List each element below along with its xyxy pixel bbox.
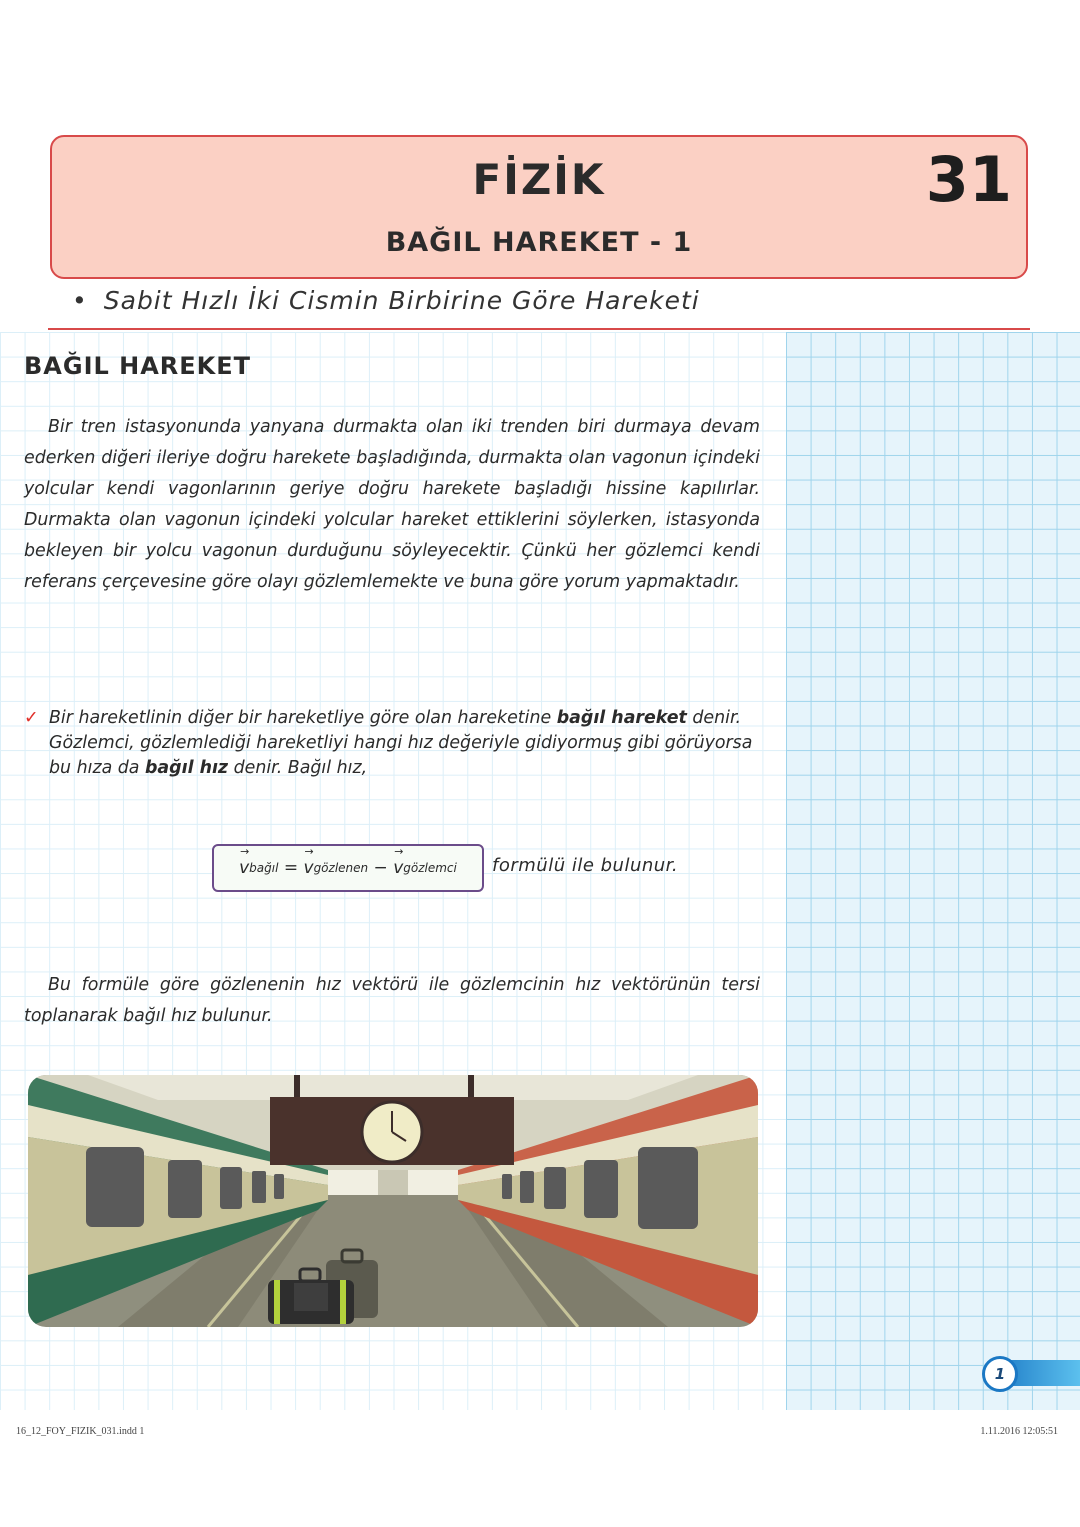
- vector-v-observer: → v: [393, 845, 404, 878]
- grid-margin-column: [786, 332, 1080, 1410]
- header-banner: [50, 135, 1028, 279]
- sheet-number: 31: [925, 143, 1012, 216]
- train-station-image: [28, 1075, 758, 1327]
- formula-explanation: [24, 970, 760, 1032]
- topic-title: BAĞIL HAREKET - 1: [385, 227, 693, 258]
- vector-arrow-icon: →: [240, 845, 250, 858]
- checkmark-icon: ✓: [24, 708, 39, 728]
- vector-v-relative: → v: [239, 845, 250, 878]
- term-relative-motion: bağıl hareket: [556, 708, 687, 728]
- subtopic-text: Sabit Hızlı İki Cismin Birbirine Göre Hareketi: [103, 286, 700, 315]
- vector-v-observed: → v: [303, 845, 314, 878]
- vector-arrow-icon: →: [394, 845, 404, 858]
- intro-paragraph: [24, 412, 760, 598]
- subtopic-line: [72, 286, 700, 315]
- definition-text: Bir hareketlinin diğer bir hareketliye göre olan hareketine bağıl hareket denir. Gözlemci, gözlemlediği hareketliyi hangi hız değeriyle gidiyormuş gibi görüyorsa bu hıza da bağıl hız denir. Bağıl hız,: [49, 708, 753, 778]
- definition-block: [24, 706, 754, 781]
- footer-filename: 16_12_FOY_FIZIK_031.indd 1: [16, 1426, 145, 1437]
- formula-explanation-text: Bu formüle göre gözlenenin hız vektörü ile gözlemcinin hız vektörünün tersi toplanarak bağıl hız bulunur.: [24, 975, 760, 1026]
- intro-paragraph-text: Bir tren istasyonunda yanyana durmakta olan iki trenden biri durmaya devam ederken diğeri ileriye doğru harekete başladığında, durmakta olan vagonun içindeki yolcular kendi vagonlarının geriye doğru harekete başladığı hissine kapılırlar. Durmakta olan vagonun içindeki yolcular hareket ettiklerini söylerken, istasyonda bekleyen bir yolcu vagonun durduğunu söyleyecektir. Çünkü her gözlemci kendi referans çerçevesine göre olayı gözlemlemekte ve buna göre yorum yapmaktadır.: [24, 417, 760, 592]
- formula-caption: formülü ile bulunur.: [492, 855, 679, 876]
- page-number: 1: [982, 1356, 1018, 1392]
- vector-arrow-icon: →: [304, 845, 314, 858]
- relative-velocity-formula: → v bağıl = → v gözlenen − → v gözlemci: [212, 844, 484, 892]
- subject-title: FİZİK: [472, 155, 606, 204]
- section-title: BAĞIL HAREKET: [24, 352, 252, 380]
- train-station-illustration: [28, 1075, 758, 1327]
- term-relative-speed: bağıl hız: [144, 758, 229, 778]
- footer-datetime: 1.11.2016 12:05:51: [980, 1426, 1058, 1437]
- divider-line: [48, 328, 1030, 330]
- bullet-icon: •: [72, 286, 88, 315]
